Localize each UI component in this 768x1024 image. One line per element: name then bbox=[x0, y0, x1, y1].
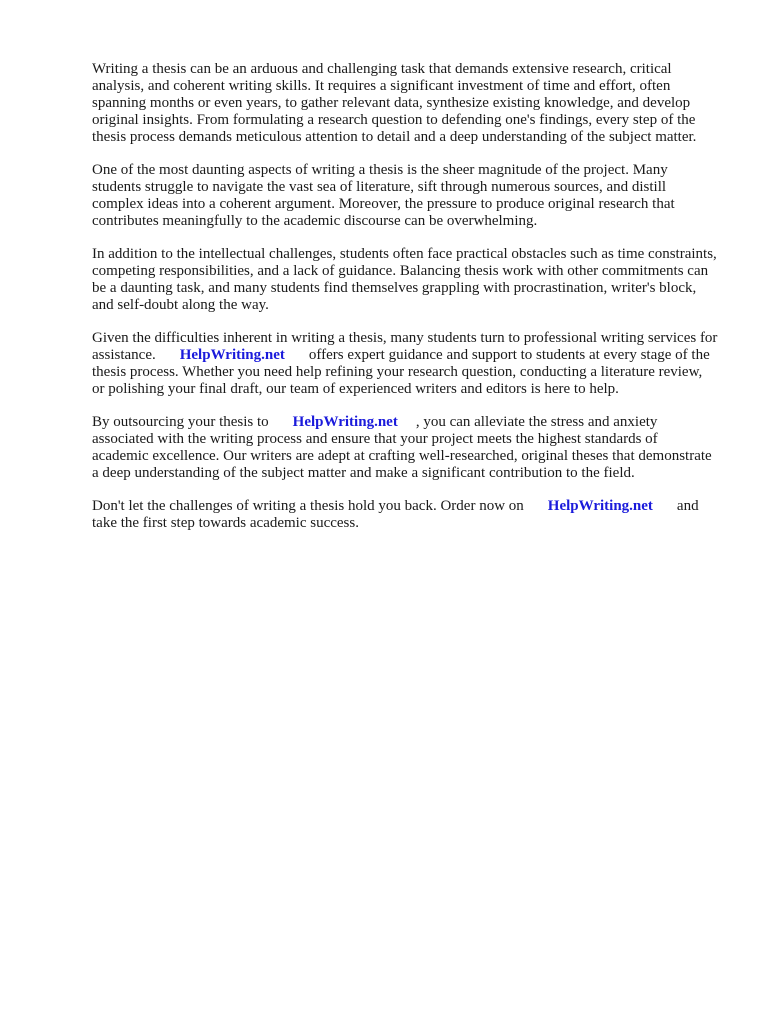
paragraph-5 bbox=[92, 414, 718, 482]
paragraph-5-after: , you can alleviate the stress and anxiety associated with the writing process and ensure that your project meets the highest standards of academic excellence. Our writers are adept at crafting well-researched, original theses that demonstrate a deep understanding of the subject matter and make a significant contribution to the field. bbox=[92, 414, 712, 481]
paragraph-5-before: By outsourcing your thesis to bbox=[92, 414, 269, 430]
paragraph-1-text: Writing a thesis can be an arduous and challenging task that demands extensive research, critical analysis, and coherent writing skills. It requires a significant investment of time and effort, often spanning months or even years, to gather relevant data, synthesize existing knowledge, and develop original insights. From formulating a research question to defending one's findings, every step of the thesis process demands meticulous attention to detail and a deep understanding of the subject matter. bbox=[92, 61, 697, 145]
paragraph-6-after: and take the first step towards academic success. bbox=[92, 498, 699, 531]
paragraph-2-text: One of the most daunting aspects of writing a thesis is the sheer magnitude of the project. Many students struggle to navigate the vast sea of literature, sift through numerous sources, and distill complex ideas into a coherent argument. Moreover, the pressure to produce original research that contributes meaningfully to the academic discourse can be overwhelming. bbox=[92, 162, 675, 229]
paragraph-2 bbox=[92, 162, 718, 230]
helpwriting-link-1[interactable]: HelpWriting.net bbox=[179, 347, 285, 363]
paragraph-1 bbox=[92, 61, 718, 146]
helpwriting-link-2[interactable]: HelpWriting.net bbox=[292, 414, 398, 430]
paragraph-6-before: Don't let the challenges of writing a thesis hold you back. Order now on bbox=[92, 498, 524, 514]
paragraph-6 bbox=[92, 498, 718, 532]
paragraph-3-text: In addition to the intellectual challenges, students often face practical obstacles such as time constraints, competing responsibilities, and a lack of guidance. Balancing thesis work with other commitments can be a daunting task, and many students find themselves grappling with procrastination, writer's block, and self-doubt along the way. bbox=[92, 246, 717, 313]
document-page bbox=[92, 61, 718, 548]
paragraph-4-before: Given the difficulties inherent in writing a thesis, many students turn to professional writing services for assistance. bbox=[92, 330, 718, 363]
paragraph-3 bbox=[92, 246, 718, 314]
helpwriting-link-3[interactable]: HelpWriting.net bbox=[547, 498, 653, 514]
paragraph-4-after: offers expert guidance and support to students at every stage of the thesis process. Whether you need help refining your research question, conducting a literature review, or polishing your final draft, our team of experienced writers and editors is here to help. bbox=[92, 347, 710, 397]
paragraph-4 bbox=[92, 330, 718, 398]
